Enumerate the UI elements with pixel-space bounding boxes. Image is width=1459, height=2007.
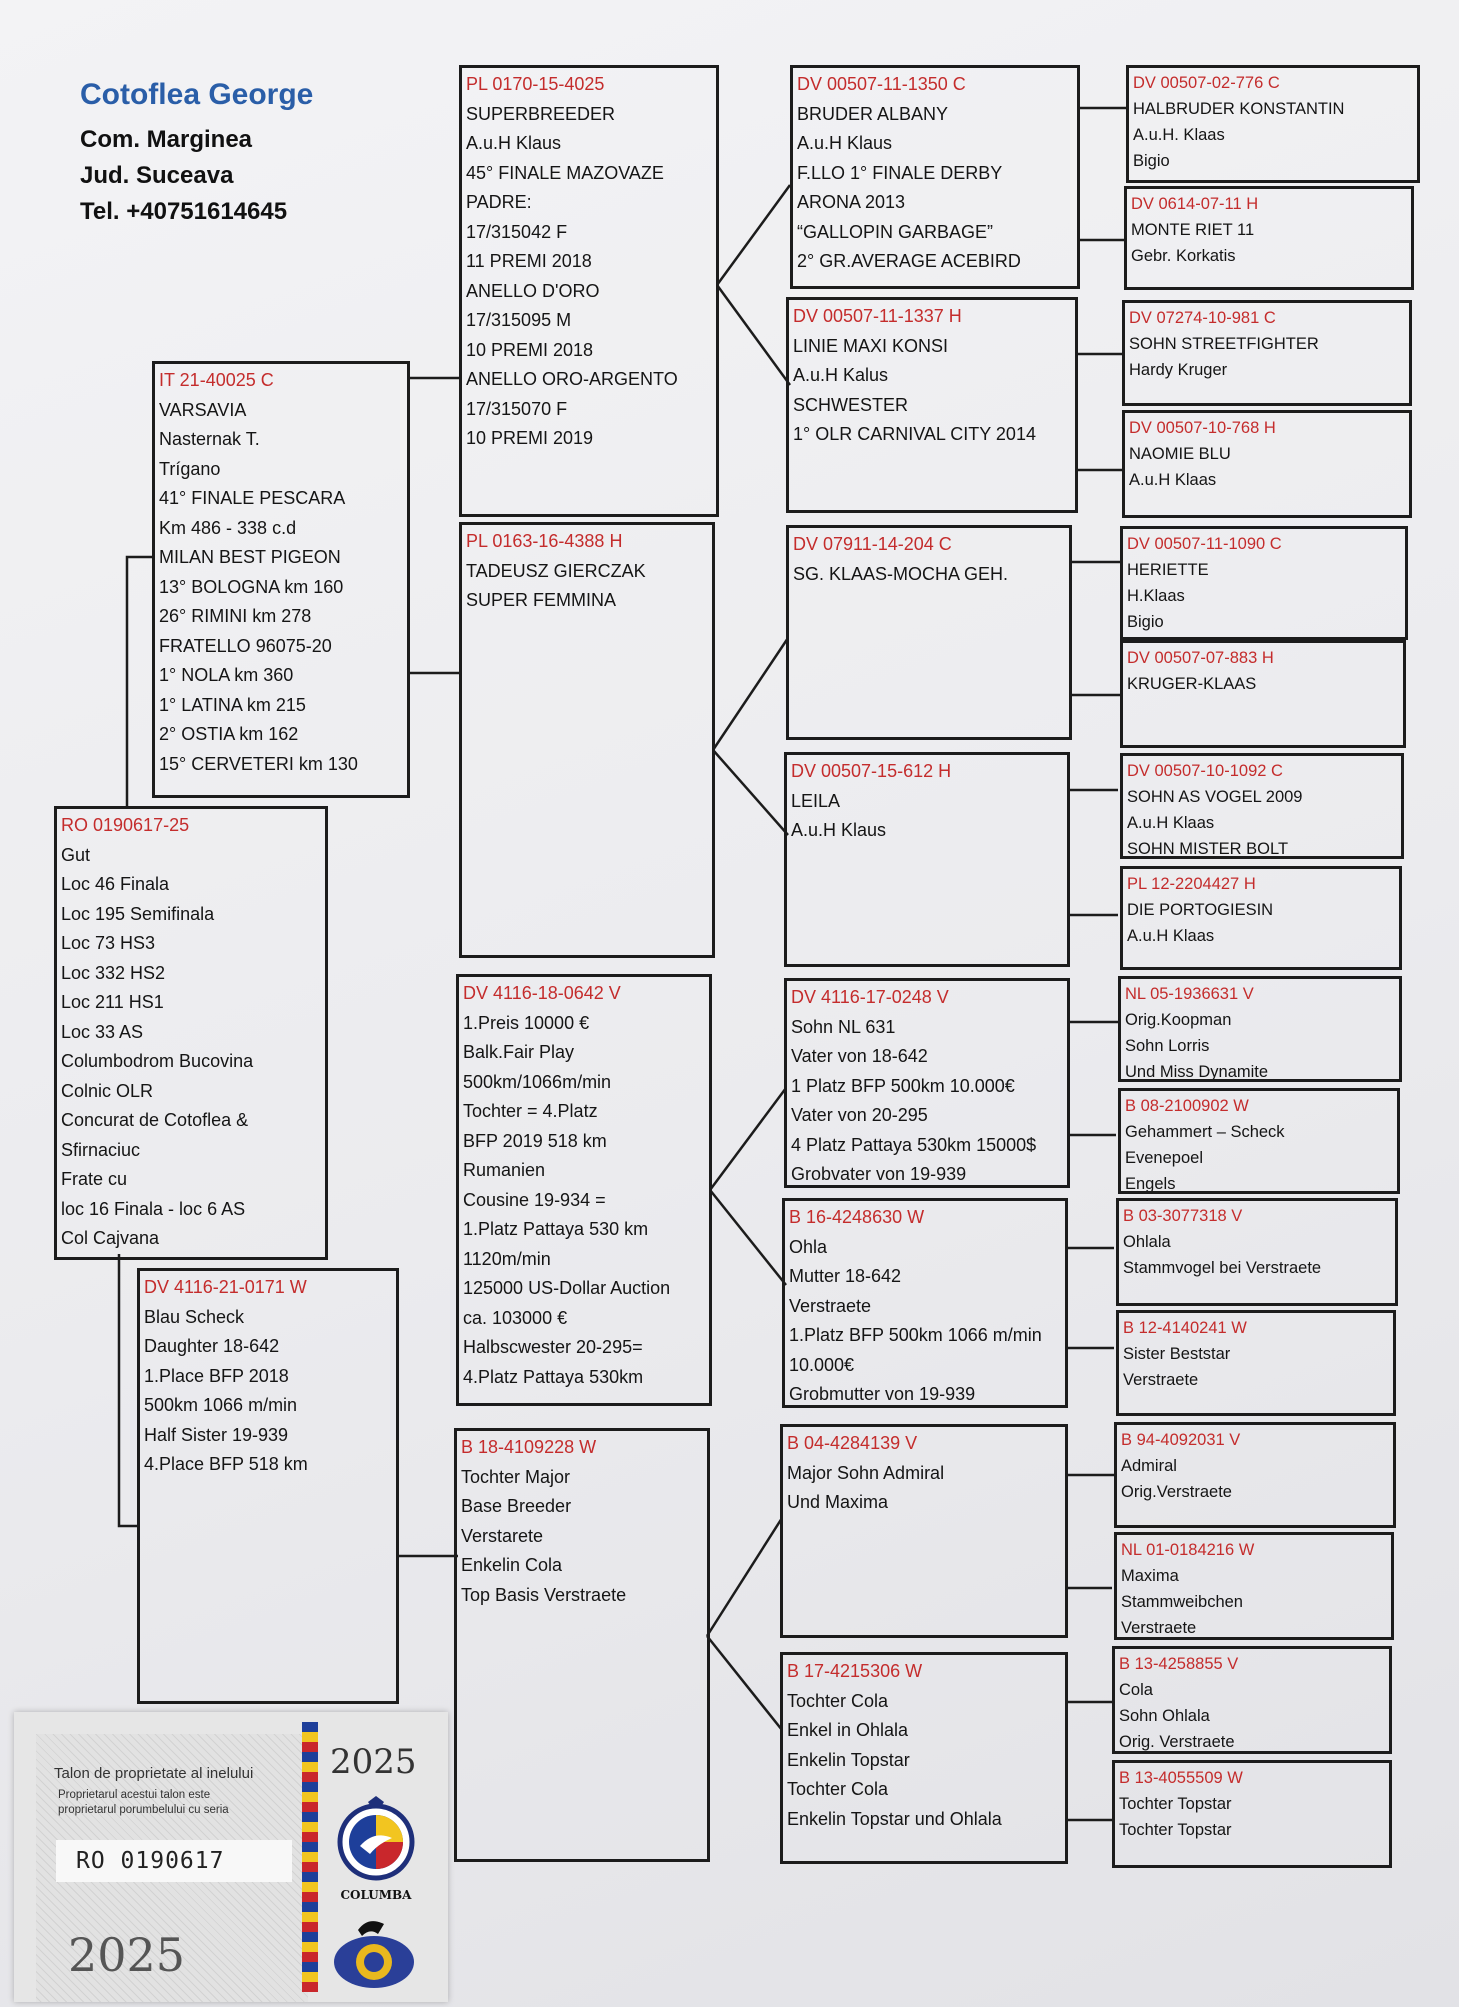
pedigree-line: MONTE RIET 11 (1131, 221, 1255, 239)
pedigree-line: 17/315042 F (466, 221, 568, 242)
ring-number: B 03-3077318 V (1123, 1207, 1243, 1225)
ring-number: B 13-4055509 W (1119, 1769, 1243, 1787)
pedigree-line: Tochter = 4.Platz (463, 1101, 598, 1121)
pigeon-sdds (1120, 753, 1404, 859)
pedigree-line: Verstarete (461, 1525, 544, 1546)
pedigree-line: A.u.H Klaas (1129, 471, 1217, 489)
pedigree-line: A.u.H Klaas (1127, 927, 1215, 945)
pedigree-line: Tochter Cola (787, 1779, 889, 1799)
pigeon-ssss (1126, 65, 1420, 183)
pigeon-dsds (1116, 1198, 1398, 1306)
pigeon-dddd (1112, 1760, 1392, 1868)
pedigree-line: Verstraete (789, 1295, 872, 1316)
pigeon-sddd (1120, 866, 1402, 970)
pedigree-line: Blau Scheck (144, 1306, 245, 1327)
pedigree-line: 500km/1066m/min (463, 1071, 612, 1092)
pedigree-line: Frate cu (61, 1169, 128, 1189)
pedigree-line: A.u.H Klaus (466, 133, 562, 153)
pedigree-line: F.LLO 1° FINALE DERBY (797, 162, 1003, 183)
pedigree-line: 1.Platz BFP 500km 1066 m/min (789, 1325, 1042, 1345)
pedigree-line: Mutter 18-642 (789, 1266, 902, 1286)
pedigree-line: HERIETTE (1127, 561, 1209, 579)
pedigree-line: VARSAVIA (159, 399, 247, 420)
pedigree-line: loc 16 Finala - loc 6 AS (61, 1198, 246, 1219)
pigeon-ddd (780, 1652, 1068, 1864)
ring-number: DV 07274-10-981 C (1129, 309, 1276, 327)
pedigree-line: ANELLO D'ORO (466, 280, 600, 301)
ring-ownership-card (14, 1712, 448, 2002)
ring-number: DV 00507-10-1092 C (1127, 762, 1283, 780)
pedigree-line: Tochter Major (461, 1466, 571, 1487)
pedigree-line: Und Maxima (787, 1492, 889, 1512)
pedigree-line: BRUDER ALBANY (797, 103, 949, 124)
pedigree-line: “GALLOPIN GARBAGE” (797, 221, 994, 242)
ring-number: DV 4116-18-0642 V (463, 983, 621, 1003)
ring-number: NL 01-0184216 W (1121, 1541, 1255, 1559)
talon-year-large: 2025 (68, 1928, 186, 1982)
pedigree-line: Cousine 19-934 = (463, 1189, 606, 1210)
ring-number: B 94-4092031 V (1121, 1431, 1241, 1449)
ring-number: DV 4116-17-0248 V (791, 987, 949, 1007)
pedigree-line: Loc 332 HS2 (61, 962, 166, 983)
pedigree-line: Loc 73 HS3 (61, 933, 156, 953)
pedigree-line: Enkelin Cola (461, 1555, 563, 1575)
pigeon-sire-dam (459, 522, 715, 958)
pedigree-line: BFP 2019 518 km (463, 1130, 607, 1151)
pedigree-line: 2° GR.AVERAGE ACEBIRD (797, 251, 1021, 271)
owner-county: Jud. Suceava (80, 162, 234, 189)
pedigree-line: Loc 211 HS1 (61, 992, 164, 1012)
owner-phone: Tel. +40751614645 (80, 198, 288, 225)
pedigree-line: Grobvater von 19-939 (791, 1164, 967, 1184)
pedigree-line: A.u.H Kalus (793, 365, 889, 385)
pedigree-line: Engels (1125, 1175, 1176, 1193)
pedigree-line: Sfirnaciuc (61, 1139, 141, 1160)
talon-subtitle-line: proprietarul porumbelului cu seria (58, 1804, 229, 1816)
owner-name: Cotoflea George (80, 78, 314, 111)
talon-title: Talon de proprietate al inelului (54, 1765, 254, 1782)
pigeon-sds (786, 525, 1072, 740)
pedigree-line: SOHN MISTER BOLT (1127, 840, 1289, 858)
ring-number: RO 0190617-25 (61, 815, 190, 835)
pedigree-line: 1.Place BFP 2018 (144, 1365, 289, 1386)
pedigree-line: Hardy Kruger (1129, 361, 1228, 379)
ring-number: DV 00507-11-1090 C (1127, 535, 1282, 553)
pedigree-line: Enkelin Topstar (787, 1749, 910, 1770)
owner-info (80, 78, 313, 230)
pedigree-line: 17/315070 F (466, 398, 568, 419)
pedigree-line: Ohlala (1123, 1233, 1171, 1251)
pedigree-line: Orig.Koopman (1125, 1011, 1232, 1029)
pedigree-line: Rumanien (463, 1160, 546, 1180)
pedigree-line: Vater von 20-295 (791, 1105, 928, 1125)
pedigree-line: Major Sohn Admiral (787, 1462, 945, 1483)
pedigree-line: Gebr. Korkatis (1131, 247, 1236, 265)
pedigree-line: KRUGER-KLAAS (1127, 675, 1257, 693)
pigeon-dsd (782, 1198, 1068, 1408)
pedigree-line: Stammweibchen (1121, 1593, 1243, 1611)
pedigree-line: Gut (61, 844, 91, 865)
pedigree-line: A.u.H Klaus (791, 820, 887, 840)
pedigree-line: 1120m/min (463, 1248, 551, 1269)
pigeon-ddss (1114, 1422, 1396, 1528)
pigeon-sdd (784, 752, 1070, 967)
pedigree-line: A.u.H Klaas (1127, 814, 1215, 832)
card-flag-stripe (302, 1722, 318, 1992)
pedigree-line: Sohn Lorris (1125, 1037, 1210, 1055)
pedigree-line: Bigio (1127, 613, 1164, 631)
pedigree-line: Half Sister 19-939 (144, 1424, 289, 1445)
pedigree-line: SCHWESTER (793, 394, 909, 415)
pedigree-line: 500km 1066 m/min (144, 1395, 298, 1415)
fci-logo-icon (328, 1912, 420, 1996)
pedigree-line: 1° NOLA km 360 (159, 665, 294, 685)
pedigree-line: SOHN AS VOGEL 2009 (1127, 788, 1303, 806)
pigeon-ddsd (1114, 1532, 1394, 1640)
pedigree-line: Top Basis Verstraete (461, 1584, 627, 1605)
pigeon-dsdd (1116, 1310, 1396, 1416)
ring-number: DV 00507-11-1350 C (797, 74, 966, 94)
ring-number: PL 0170-15-4025 (466, 74, 605, 94)
pedigree-line: Tochter Cola (787, 1690, 889, 1711)
pigeon-ssd (786, 297, 1078, 513)
talon-subtitle-line: Proprietarul acestui talon este (58, 1789, 211, 1801)
owner-commune: Com. Marginea (80, 126, 253, 153)
pedigree-line: ca. 103000 € (463, 1307, 568, 1328)
pedigree-line: 10 PREMI 2019 (466, 428, 594, 448)
pedigree-line: Grobmutter von 19-939 (789, 1384, 976, 1404)
pedigree-line: NAOMIE BLU (1129, 445, 1231, 463)
pedigree-line: 125000 US-Dollar Auction (463, 1278, 671, 1298)
pedigree-line: 17/315095 M (466, 310, 572, 330)
pedigree-line: 1° LATINA km 215 (159, 694, 306, 715)
pedigree-line: HALBRUDER KONSTANTIN (1133, 100, 1345, 118)
pedigree-line: H.Klaas (1127, 587, 1185, 605)
pedigree-line: Admiral (1121, 1457, 1177, 1475)
pedigree-line: Base Breeder (461, 1496, 572, 1516)
pedigree-line: Sohn NL 631 (791, 1016, 896, 1037)
pedigree-line: Columbodrom Bucovina (61, 1051, 254, 1071)
ring-number: DV 0614-07-11 H (1131, 195, 1259, 213)
pigeon-sss (790, 65, 1080, 289)
pedigree-line: 1.Preis 10000 € (463, 1012, 590, 1033)
talon-ring-number: RO 0190617 (56, 1840, 292, 1882)
talon-year: 2025 (330, 1742, 417, 1782)
pedigree-line: Sister Beststar (1123, 1345, 1231, 1363)
pigeon-sire (152, 361, 410, 798)
pedigree-line: Cola (1119, 1681, 1153, 1699)
pedigree-line: ANELLO ORO-ARGENTO (466, 369, 678, 389)
pigeon-ssds (1122, 300, 1412, 406)
pedigree-line: SG. KLAAS-MOCHA GEH. (793, 563, 1009, 584)
pedigree-line: 4 Platz Pattaya 530km 15000$ (791, 1134, 1037, 1155)
pedigree-line: Loc 33 AS (61, 1021, 144, 1042)
pedigree-line: Stammvogel bei Verstraete (1123, 1259, 1322, 1277)
pedigree-line: Loc 46 Finala (61, 874, 170, 894)
pigeon-ssdd (1122, 410, 1412, 518)
pigeon-dsss (1118, 976, 1402, 1082)
pedigree-line: 26° RIMINI km 278 (159, 606, 312, 626)
pedigree-line: 2° OSTIA km 162 (159, 724, 299, 744)
pedigree-line: Und Miss Dynamite (1125, 1063, 1269, 1081)
ring-number: B 16-4248630 W (789, 1207, 925, 1227)
pedigree-line: 1 Platz BFP 500km 10.000€ (791, 1075, 1015, 1096)
pedigree-line: 10 PREMI 2018 (466, 339, 594, 360)
ring-number: DV 07911-14-204 C (793, 534, 952, 554)
pedigree-line: A.u.H. Klaas (1133, 126, 1225, 144)
pigeon-dds (780, 1424, 1068, 1638)
pigeon-dam-dam (454, 1428, 710, 1862)
ring-number: B 17-4215306 W (787, 1661, 923, 1681)
pedigree-line: DIE PORTOGIESIN (1127, 901, 1274, 919)
ring-number: PL 12-2204427 H (1127, 875, 1256, 893)
ring-number: IT 21-40025 C (159, 370, 274, 390)
pedigree-line: 41° FINALE PESCARA (159, 488, 346, 508)
pedigree-line: Loc 195 Semifinala (61, 903, 215, 924)
ring-number: PL 0163-16-4388 H (466, 531, 623, 551)
pedigree-line: Balk.Fair Play (463, 1042, 575, 1062)
pedigree-line: 11 PREMI 2018 (466, 251, 592, 271)
pigeon-sire-sire (459, 65, 719, 517)
pedigree-line: Tochter Topstar (1119, 1821, 1232, 1839)
pedigree-line: Km 486 - 338 c.d (159, 517, 297, 538)
pigeon-sssd (1124, 186, 1414, 290)
ring-number: DV 00507-02-776 C (1133, 74, 1280, 92)
pedigree-line: Bigio (1133, 152, 1170, 170)
pigeon-dssd (1118, 1088, 1400, 1194)
ring-number: DV 4116-21-0171 W (144, 1277, 307, 1297)
pedigree-line: Concurat de Cotoflea & (61, 1110, 249, 1130)
pedigree-line: 15° CERVETERI km 130 (159, 753, 358, 774)
pedigree-line: 13° BOLOGNA km 160 (159, 576, 344, 597)
pedigree-line: 4.Platz Pattaya 530km (463, 1366, 644, 1387)
pedigree-line: Nasternak T. (159, 429, 260, 449)
pedigree-line: Verstraete (1121, 1619, 1197, 1637)
pedigree-line: SUPER FEMMINA (466, 590, 617, 610)
pedigree-line: TADEUSZ GIERCZAK (466, 560, 646, 581)
pedigree-line: FRATELLO 96075-20 (159, 635, 332, 656)
ring-number: B 08-2100902 W (1125, 1097, 1249, 1115)
pedigree-line: 1.Platz Pattaya 530 km (463, 1219, 649, 1239)
pigeon-ddds (1112, 1646, 1392, 1754)
pedigree-line: Vater von 18-642 (791, 1046, 928, 1066)
pedigree-line: Orig. Verstraete (1119, 1733, 1235, 1751)
pedigree-line: Daughter 18-642 (144, 1336, 280, 1356)
columba-label: COLUMBA (340, 1888, 412, 1902)
ring-number: DV 00507-07-883 H (1127, 649, 1274, 667)
pigeon-dam-sire (456, 974, 712, 1406)
pedigree-line: 4.Place BFP 518 km (144, 1454, 308, 1474)
pedigree-line: Maxima (1121, 1567, 1179, 1585)
pedigree-line: Sohn Ohlala (1119, 1707, 1210, 1725)
pedigree-line: Verstraete (1123, 1371, 1199, 1389)
pedigree-line: Col Cajvana (61, 1228, 160, 1248)
pedigree-line: LEILA (791, 790, 841, 811)
ring-number: B 13-4258855 V (1119, 1655, 1239, 1673)
pedigree-line: Tochter Topstar (1119, 1795, 1232, 1813)
pigeon-dam (137, 1268, 399, 1704)
pedigree-line: Trígano (159, 458, 221, 479)
talon-subtitle (58, 1788, 229, 1818)
pedigree-line: SUPERBREEDER (466, 103, 616, 124)
pigeon-sdss (1120, 526, 1408, 640)
pedigree-line: Enkelin Topstar und Ohlala (787, 1808, 1002, 1829)
pedigree-line: MILAN BEST PIGEON (159, 547, 341, 567)
pedigree-line: Gehammert – Scheck (1125, 1123, 1285, 1141)
pedigree-line: Evenepoel (1125, 1149, 1203, 1167)
pedigree-line: 10.000€ (789, 1354, 855, 1375)
pedigree-line: Orig.Verstraete (1121, 1483, 1232, 1501)
pedigree-line: 45° FINALE MAZOVAZE (466, 162, 664, 183)
ring-number: DV 00507-10-768 H (1129, 419, 1276, 437)
pedigree-line: LINIE MAXI KONSI (793, 335, 949, 356)
ring-number: B 04-4284139 V (787, 1433, 918, 1453)
pedigree-line: 1° OLR CARNIVAL CITY 2014 (793, 424, 1036, 444)
pedigree-line: A.u.H Klaus (797, 133, 893, 153)
ring-number: B 12-4140241 W (1123, 1319, 1247, 1337)
pedigree-line: PADRE: (466, 192, 532, 212)
pedigree-line: Halbscwester 20-295= (463, 1337, 643, 1357)
pigeon-dss (784, 978, 1070, 1188)
ring-number: B 18-4109228 W (461, 1437, 597, 1457)
pedigree-line: Enkel in Ohlala (787, 1720, 909, 1740)
columba-logo-icon (330, 1794, 422, 1886)
pedigree-line: SOHN STREETFIGHTER (1129, 335, 1319, 353)
ring-number: DV 00507-11-1337 H (793, 306, 962, 326)
ring-number: DV 00507-15-612 H (791, 761, 952, 781)
pedigree-line: Colnic OLR (61, 1080, 154, 1101)
pedigree-line: Ohla (789, 1236, 828, 1257)
pigeon-sdsd (1120, 640, 1406, 748)
ring-number: NL 05-1936631 V (1125, 985, 1254, 1003)
pedigree-line: ARONA 2013 (797, 192, 906, 212)
pigeon-subject (54, 806, 328, 1260)
